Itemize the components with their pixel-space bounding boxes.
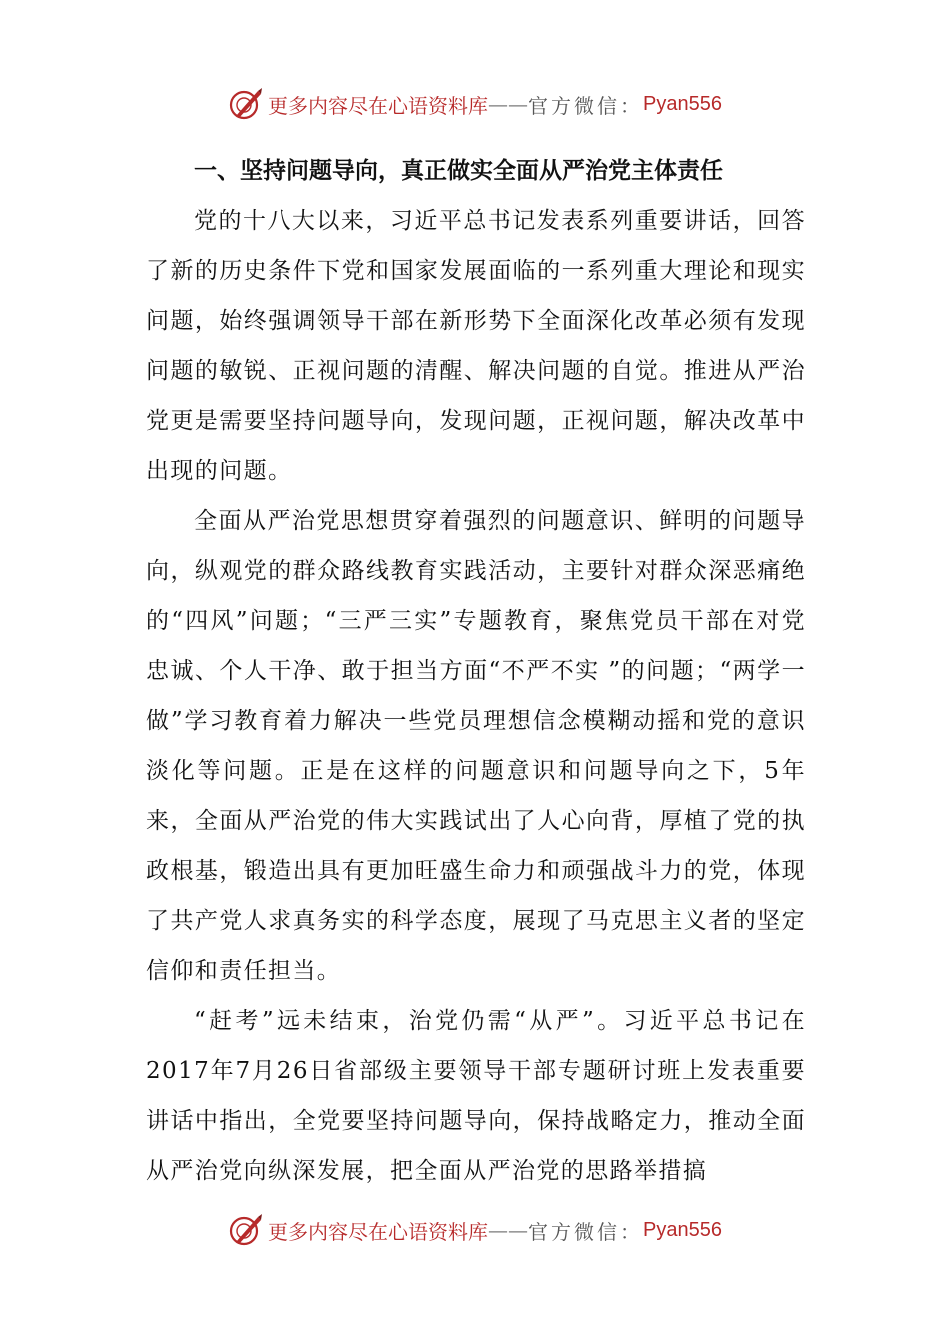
- banner-dash: ——: [488, 92, 529, 116]
- section-heading: 一、坚持问题导向，真正做实全面从严治党主体责任: [194, 158, 723, 184]
- quill-logo-icon: [228, 86, 264, 122]
- banner-official-label: 官方微信：: [528, 93, 644, 118]
- banner-wechat-id: Pyan556: [643, 1218, 722, 1241]
- quill-logo-icon: [228, 1212, 264, 1248]
- banner-dash: ——: [488, 1218, 529, 1242]
- banner-text: 更多内容尽在心语资料库: [268, 93, 489, 118]
- document-body: [146, 146, 806, 1196]
- paragraph-3: “赶考”远未结束，治党仍需“从严”。习近平总书记在2017年7月26日省部级主要领导干部专题研讨班上发表重要讲话中指出，全党要坚持问题导向，保持战略定力，推动全面从严治党向纵深发展，把全面从严治党的思路举措搞: [146, 1008, 806, 1184]
- paragraph-1: 党的十八大以来，习近平总书记发表系列重要讲话，回答了新的历史条件下党和国家发展面临的一系列重大理论和现实问题，始终强调领导干部在新形势下全面深化改革必须有发现问题的敏锐、正视问题的清醒、解决问题的自觉。推进从严治党更是需要坚持问题导向，发现问题，正视问题，解决改革中出现的问题。: [146, 208, 806, 484]
- footer-banner: [0, 1208, 950, 1252]
- banner-wechat-id: Pyan556: [643, 92, 722, 115]
- paragraph-2: 全面从严治党思想贯穿着强烈的问题意识、鲜明的问题导向，纵观党的群众路线教育实践活动，主要针对群众深恶痛绝的“四风”问题；“三严三实”专题教育，聚焦党员干部在对党忠诚、个人干净、敢于担当方面“不严不实 ”的问题；“两学一做”学习教育着力解决一些党员理想信念模糊动摇和党的意识淡化等问题。正是在这样的问题意识和问题导向之下，5年来，全面从严治党的伟大实践试出了人心向背，厚植了党的执政根基，锻造出具有更加旺盛生命力和顽强战斗力的党，体现了共产党人求真务实的科学态度，展现了马克思主义者的坚定信仰和责任担当。: [146, 508, 806, 984]
- header-banner: [0, 82, 950, 126]
- banner-official-label: 官方微信：: [528, 1219, 644, 1244]
- banner-text: 更多内容尽在心语资料库: [268, 1219, 489, 1244]
